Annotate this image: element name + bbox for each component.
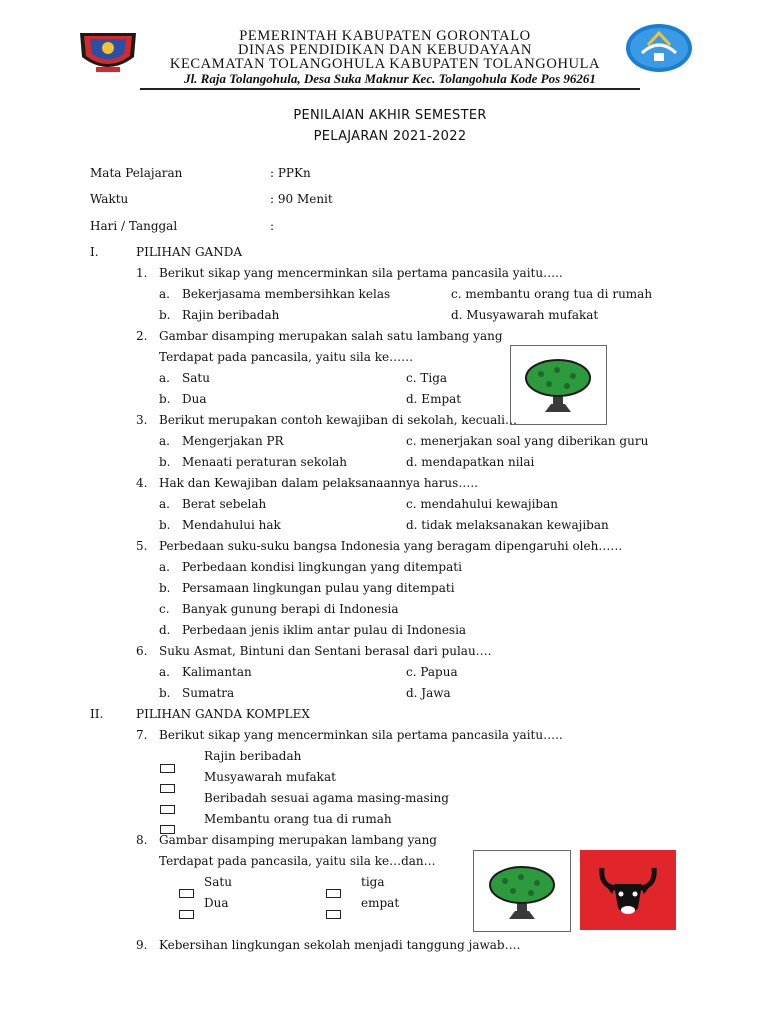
q1-option-b: Rajin beribadah: [182, 308, 280, 322]
q1-option-a: Bekerjasama membersihkan kelas: [182, 287, 391, 301]
q7-option-2: Musyawarah mufakat: [204, 770, 336, 784]
header-rule: [140, 88, 640, 90]
q7-text: Berikut sikap yang mencerminkan sila pertama pancasila yaitu…..: [159, 728, 563, 742]
q5-number: 5.: [136, 539, 148, 553]
bull-head-image: [580, 850, 676, 930]
tut-wuri-handayani-logo: [624, 23, 694, 73]
q6-option-a: Kalimantan: [182, 665, 252, 679]
q3-b-letter: b.: [159, 455, 171, 469]
q8-checkbox-1[interactable]: [179, 889, 194, 898]
q6-number: 6.: [136, 644, 148, 658]
header-line-2: DINAS PENDIDIKAN DAN KEBUDAYAAN: [238, 42, 532, 58]
section-2-number: II.: [90, 707, 104, 721]
banyan-tree-image: [510, 345, 607, 425]
q8-number: 8.: [136, 833, 148, 847]
q7-checkbox-2[interactable]: [160, 784, 175, 793]
q8-checkbox-4[interactable]: [326, 910, 341, 919]
header-line-3: KECAMATAN TOLANGOHULA KABUPATEN TOLANGOHULA: [169, 56, 601, 72]
q3-number: 3.: [136, 413, 148, 427]
q5-option-c: Banyak gunung berapi di Indonesia: [182, 602, 399, 616]
section-2-title: PILIHAN GANDA KOMPLEX: [136, 707, 310, 721]
info-label-subject: Mata Pelajaran: [90, 166, 183, 180]
q7-checkbox-1[interactable]: [160, 764, 175, 773]
q1-b-letter: b.: [159, 308, 171, 322]
q4-option-a: Berat sebelah: [182, 497, 267, 511]
q2-a-letter: a.: [159, 371, 170, 385]
q2-text-2: Terdapat pada pancasila, yaitu sila ke……: [159, 350, 414, 364]
q4-text: Hak dan Kewajiban dalam pelaksanaannya harus…..: [159, 476, 478, 490]
q1-text: Berikut sikap yang mencerminkan sila pertama pancasila yaitu…..: [159, 266, 563, 280]
q3-option-c: c. menerjakan soal yang diberikan guru: [406, 434, 649, 448]
info-value-subject: : PPKn: [270, 166, 311, 180]
header-line-1: PEMERINTAH KABUPATEN GORONTALO: [239, 28, 531, 44]
kabupaten-logo: [76, 27, 140, 75]
q3-a-letter: a.: [159, 434, 170, 448]
q8-option-1: Satu: [204, 875, 232, 889]
q5-option-a: Perbedaan kondisi lingkungan yang ditempati: [182, 560, 462, 574]
q6-b-letter: b.: [159, 686, 171, 700]
q1-option-d: d. Musyawarah mufakat: [451, 308, 599, 322]
q3-option-a: Mengerjakan PR: [182, 434, 284, 448]
q6-text: Suku Asmat, Bintuni dan Sentani berasal dari pulau….: [159, 644, 492, 658]
q2-option-a: Satu: [182, 371, 210, 385]
section-1-title: PILIHAN GANDA: [136, 245, 243, 259]
q2-option-d: d. Empat: [406, 392, 462, 406]
q4-option-c: c. mendahului kewajiban: [406, 497, 558, 511]
q7-option-4: Membantu orang tua di rumah: [204, 812, 392, 826]
q5-c-letter: c.: [159, 602, 170, 616]
q4-option-b: Mendahului hak: [182, 518, 281, 532]
q8-option-3: tiga: [361, 875, 385, 889]
q6-option-c: c. Papua: [406, 665, 458, 679]
info-label-date: Hari / Tanggal: [90, 219, 178, 233]
q5-option-b: Persamaan lingkungan pulau yang ditempati: [182, 581, 455, 595]
q3-option-d: d. mendapatkan nilai: [406, 455, 535, 469]
q4-b-letter: b.: [159, 518, 171, 532]
section-1-number: I.: [90, 245, 99, 259]
q5-d-letter: d.: [159, 623, 171, 637]
info-label-time: Waktu: [90, 192, 129, 206]
q4-a-letter: a.: [159, 497, 170, 511]
q7-checkbox-3[interactable]: [160, 805, 175, 814]
q6-option-d: d. Jawa: [406, 686, 451, 700]
q7-number: 7.: [136, 728, 148, 742]
exam-title: PENILAIAN AKHIR SEMESTER: [293, 108, 487, 123]
q4-number: 4.: [136, 476, 148, 490]
header-address: Jl. Raja Tolangohula, Desa Suka Maknur Kec. Tolangohula Kode Pos 96261: [184, 71, 596, 86]
q2-option-c: c. Tiga: [406, 371, 448, 385]
q8-checkbox-3[interactable]: [326, 889, 341, 898]
info-value-date: :: [270, 219, 275, 233]
q5-b-letter: b.: [159, 581, 171, 595]
q2-b-letter: b.: [159, 392, 171, 406]
q6-a-letter: a.: [159, 665, 170, 679]
q8-option-4: empat: [361, 896, 400, 910]
q8-text-2: Terdapat pada pancasila, yaitu sila ke…dan…: [159, 854, 436, 868]
q2-text: Gambar disamping merupakan salah satu lambang yang: [159, 329, 503, 343]
q2-option-b: Dua: [182, 392, 207, 406]
q4-option-d: d. tidak melaksanakan kewajiban: [406, 518, 609, 532]
q8-text: Gambar disamping merupakan lambang yang: [159, 833, 437, 847]
q5-text: Perbedaan suku-suku bangsa Indonesia yang beragam dipengaruhi oleh……: [159, 539, 623, 553]
q8-checkbox-2[interactable]: [179, 910, 194, 919]
q7-option-1: Rajin beribadah: [204, 749, 302, 763]
q1-a-letter: a.: [159, 287, 170, 301]
q2-number: 2.: [136, 329, 148, 343]
q8-option-2: Dua: [204, 896, 229, 910]
q3-text: Berikut merupakan contoh kewajiban di sekolah, kecuali…: [159, 413, 517, 427]
q1-option-c: c. membantu orang tua di rumah: [451, 287, 653, 301]
q9-text: Kebersihan lingkungan sekolah menjadi tanggung jawab….: [159, 938, 521, 952]
banyan-tree-image-2: [473, 850, 571, 932]
q5-a-letter: a.: [159, 560, 170, 574]
info-value-time: : 90 Menit: [270, 192, 333, 206]
exam-year: PELAJARAN 2021-2022: [313, 129, 467, 144]
q6-option-b: Sumatra: [182, 686, 235, 700]
q9-number: 9.: [136, 938, 148, 952]
q7-option-3: Beribadah sesuai agama masing-masing: [204, 791, 449, 805]
q5-option-d: Perbedaan jenis iklim antar pulau di Indonesia: [182, 623, 467, 637]
q1-number: 1.: [136, 266, 148, 280]
q3-option-b: Menaati peraturan sekolah: [182, 455, 348, 469]
